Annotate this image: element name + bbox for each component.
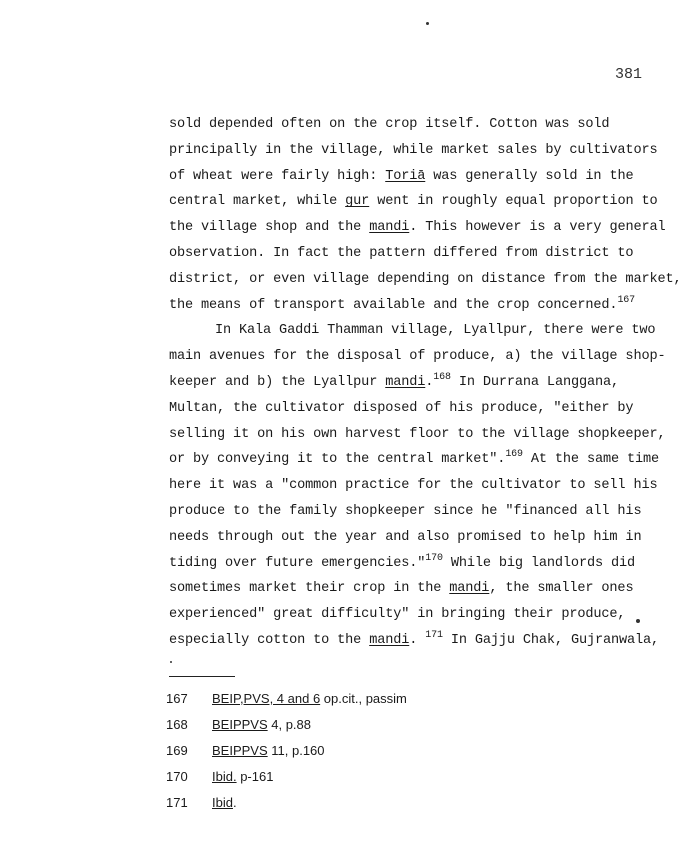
text-run: sold depended often on the crop itself. Cotton was sold: [169, 117, 610, 132]
text-run: the means of transport available and the crop concerned.: [169, 297, 618, 313]
text-run: .: [425, 374, 434, 390]
footnote-number: 169: [166, 743, 188, 758]
text-run: was generally sold in the: [425, 168, 634, 184]
footnote-number: 170: [166, 769, 188, 784]
text-line: [169, 344, 689, 370]
text-line: [169, 525, 689, 551]
text-run: In Durrana Langgana,: [450, 374, 620, 390]
footnote-source: BEIP,PVS, 4 and 6: [212, 691, 321, 706]
underlined-term: Toriā: [385, 168, 426, 184]
text-run: .: [409, 632, 426, 648]
scan-speck: [426, 22, 429, 25]
text-run: central market, while: [169, 194, 346, 210]
text-run: went in roughly equal proportion to: [369, 194, 658, 210]
text-run: Multan, the cultivator disposed of his produce, "either by: [169, 400, 634, 416]
footnote-source: BEIPPVS: [212, 717, 268, 732]
text-line: [169, 189, 689, 215]
text-line: [169, 164, 689, 190]
text-line: [169, 112, 689, 138]
footnote-detail: op.cit., passim: [320, 691, 407, 706]
footnote-detail: 11, p.160: [267, 743, 325, 758]
text-run: the village shop and the: [169, 220, 370, 236]
footnote-number: 168: [166, 717, 188, 732]
text-line: [169, 396, 689, 422]
text-run: district, or even village depending on distance from the market,: [169, 271, 682, 287]
text-run: tiding over future emergencies.": [169, 555, 426, 571]
footnote-detail: 4, p.88: [267, 717, 312, 732]
footnote: [166, 738, 407, 764]
footnote-marker: 168: [433, 371, 451, 383]
text-line: [169, 602, 689, 628]
footnote-detail: p-161: [236, 769, 274, 784]
footnote-marker: 169: [505, 449, 523, 461]
text-run: At the same time: [522, 452, 660, 468]
text-line: [169, 576, 689, 602]
underlined-term: gur: [345, 194, 370, 210]
text-line: [169, 551, 689, 577]
text-line: [169, 628, 689, 654]
text-line: [169, 241, 689, 267]
footnote-number: 167: [166, 691, 188, 706]
footnote-source: Ibid: [212, 795, 233, 810]
footnote-source: Ibid.: [212, 769, 237, 784]
page-number: 381: [615, 66, 643, 83]
footnote-detail: .: [232, 795, 237, 810]
footnote: [166, 686, 407, 712]
text-line: [169, 215, 689, 241]
text-run: principally in the village, while market sales by cultivators: [169, 142, 658, 158]
text-line: [169, 422, 689, 448]
text-line: [169, 473, 689, 499]
footnote-marker: 167: [617, 294, 635, 306]
text-run: In Gajju Chak, Gujranwala,: [442, 632, 660, 648]
text-line: [169, 293, 689, 319]
text-run: of wheat were fairly high:: [169, 168, 386, 184]
underlined-term: mandi: [369, 220, 410, 236]
footnotes: [166, 686, 407, 816]
body-text: [169, 112, 689, 654]
text-run: selling it on his own harvest floor to the village shopkeeper,: [169, 426, 666, 442]
footnote-source: BEIPPVS: [212, 743, 268, 758]
footnote-marker: 170: [425, 552, 443, 564]
text-run: In Kala Gaddi Thamman village, Lyallpur, there were two: [215, 323, 656, 339]
footnote-marker: 171: [425, 629, 443, 641]
footnote-rule: [169, 676, 235, 677]
text-run: sometimes market their crop in the: [169, 581, 450, 597]
text-run: , the smaller ones: [489, 581, 634, 597]
underlined-term: mandi: [369, 632, 410, 648]
text-run: experienced" great difficulty" in bringing their produce,: [169, 607, 626, 623]
text-run: . This however is a very general: [409, 220, 666, 236]
underlined-term: mandi: [385, 374, 426, 390]
text-run: especially cotton to the: [169, 632, 370, 648]
text-run: or by conveying it to the central market".: [169, 452, 506, 468]
text-line: [169, 138, 689, 164]
scan-speck: [170, 661, 172, 663]
text-line: [169, 267, 689, 293]
text-line: [169, 370, 689, 396]
scan-speck: [636, 619, 640, 623]
footnote: [166, 764, 407, 790]
text-run: here it was a "common practice for the cultivator to sell his: [169, 478, 658, 494]
text-run: produce to the family shopkeeper since he "financed all his: [169, 503, 642, 519]
text-run: main avenues for the disposal of produce, a) the village shop-: [169, 349, 666, 365]
text-line: [169, 447, 689, 473]
underlined-term: mandi: [449, 581, 490, 597]
footnote-number: 171: [166, 795, 188, 810]
text-run: While big landlords did: [442, 555, 635, 571]
text-run: observation. In fact the pattern differed from district to: [169, 245, 634, 261]
text-run: needs through out the year and also promised to help him in: [169, 529, 642, 545]
footnote: [166, 712, 407, 738]
text-line: [169, 318, 689, 344]
text-run: keeper and b) the Lyallpur: [169, 374, 386, 390]
footnote: [166, 790, 407, 816]
text-line: [169, 499, 689, 525]
